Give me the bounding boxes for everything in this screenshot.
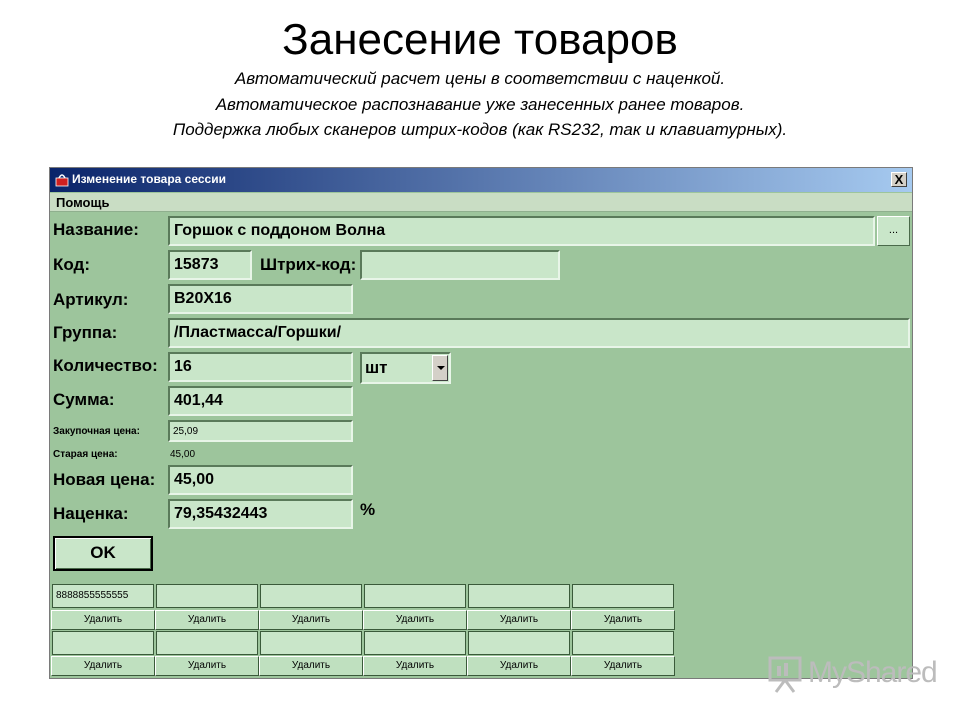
delete-button[interactable]: Удалить — [571, 610, 675, 630]
barcode-input[interactable] — [360, 250, 560, 280]
delete-button[interactable]: Удалить — [363, 610, 467, 630]
delete-button[interactable]: Удалить — [571, 656, 675, 676]
article-label: Артикул: — [53, 290, 129, 309]
sum-label: Сумма: — [53, 390, 115, 409]
delete-button[interactable]: Удалить — [259, 610, 363, 630]
delete-button[interactable]: Удалить — [467, 610, 571, 630]
group-input[interactable]: /Пластмасса/Горшки/ — [168, 318, 910, 348]
code-input[interactable]: 15873 — [168, 250, 252, 280]
subtitle-line-1: Автоматический расчет цены в соответствии с наценкой. — [234, 69, 726, 88]
unit-select[interactable] — [360, 352, 451, 384]
barcode-cell[interactable] — [156, 631, 258, 655]
delete-button[interactable]: Удалить — [259, 656, 363, 676]
close-icon[interactable]: X — [891, 172, 907, 187]
window-titlebar[interactable] — [50, 168, 912, 192]
slide-title: Занесение товаров — [282, 15, 678, 64]
watermark-text: MyShared — [808, 656, 937, 689]
barcode-cell[interactable] — [364, 584, 466, 608]
delete-button[interactable]: Удалить — [51, 656, 155, 676]
sum-input[interactable]: 401,44 — [168, 386, 353, 416]
delete-button[interactable]: Удалить — [467, 656, 571, 676]
purchase-price-label: Закупочная цена: — [53, 426, 140, 437]
ok-button[interactable]: OK — [53, 536, 153, 571]
delete-button[interactable]: Удалить — [51, 610, 155, 630]
new-price-input[interactable]: 45,00 — [168, 465, 353, 495]
unit-value: шт — [365, 358, 388, 377]
delete-button[interactable]: Удалить — [155, 610, 259, 630]
watermark — [768, 654, 937, 696]
barcode-cell[interactable] — [468, 631, 570, 655]
old-price-value: 45,00 — [170, 449, 196, 460]
barcode-cell[interactable] — [468, 584, 570, 608]
menu-help[interactable]: Помощь — [56, 195, 110, 210]
name-label: Название: — [53, 220, 139, 239]
markup-percent: % — [360, 500, 376, 519]
barcode-cell[interactable]: 8888855555555 — [52, 584, 154, 608]
name-input[interactable]: Горшок с поддоном Волна — [168, 216, 875, 246]
browse-button[interactable]: ... — [877, 216, 910, 246]
app-icon — [55, 172, 69, 187]
barcode-cell[interactable] — [572, 584, 674, 608]
barcode-cell[interactable] — [260, 584, 362, 608]
old-price-label: Старая цена: — [53, 449, 118, 460]
purchase-price-input[interactable]: 25,09 — [168, 420, 353, 442]
barcode-cell[interactable] — [52, 631, 154, 655]
edit-item-window — [49, 167, 913, 679]
subtitle-line-3: Поддержка любых сканеров штрих-кодов (как RS232, так и клавиатурных). — [172, 120, 788, 139]
delete-button[interactable]: Удалить — [155, 656, 259, 676]
new-price-label: Новая цена: — [53, 470, 156, 489]
barcode-cell[interactable] — [156, 584, 258, 608]
delete-button[interactable]: Удалить — [363, 656, 467, 676]
barcode-cell[interactable] — [572, 631, 674, 655]
barcode-cell[interactable] — [260, 631, 362, 655]
article-input[interactable]: B20X16 — [168, 284, 353, 314]
chevron-down-icon[interactable] — [432, 355, 448, 381]
subtitle-line-2: Автоматическое распознавание уже занесенных ранее товаров. — [215, 95, 745, 114]
code-label: Код: — [53, 255, 90, 274]
markup-input[interactable]: 79,35432443 — [168, 499, 353, 529]
group-label: Группа: — [53, 323, 118, 342]
barcode-cell[interactable] — [364, 631, 466, 655]
barcode-label: Штрих-код: — [260, 255, 357, 274]
presentation-board-icon — [768, 654, 804, 694]
window-title: Изменение товара сессии — [72, 172, 226, 186]
quantity-input[interactable]: 16 — [168, 352, 353, 382]
markup-label: Наценка: — [53, 504, 129, 523]
quantity-label: Количество: — [53, 356, 158, 375]
menubar — [50, 193, 912, 212]
